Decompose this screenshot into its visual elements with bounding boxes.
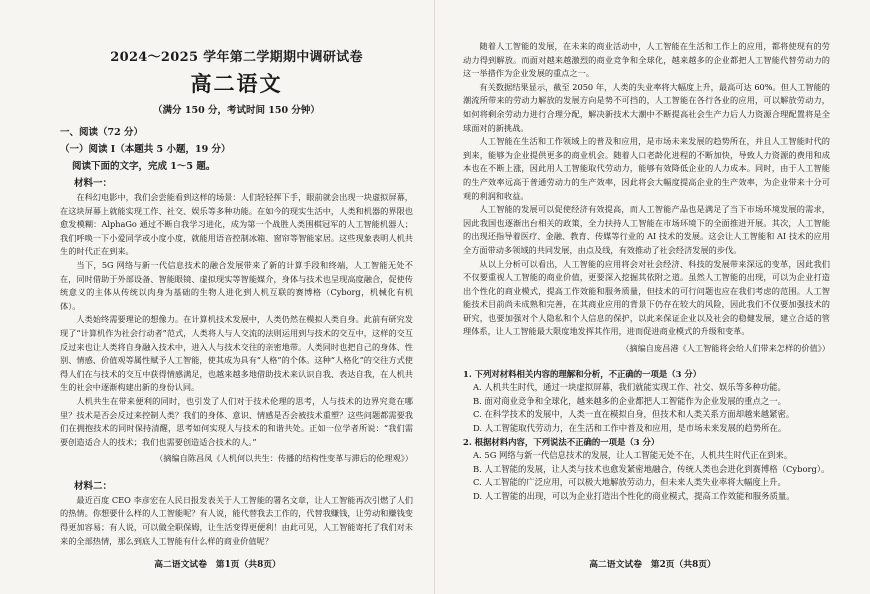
subject-title: 高二语文: [190, 71, 283, 96]
answer-option-a: A. 人机共生时代，通过一块虚拟屏幕，我们就能实现工作、社交、娱乐等多种功能。: [473, 382, 786, 393]
page-footer: 高二语文试卷 第2页（共8页）: [589, 560, 716, 570]
answer-option-d: D. 人工智能取代劳动力，在生活和工作中普及和应用，是市场未来发展的趋势所在。: [473, 423, 787, 434]
material-1-paragraph: 当下，5G 网络与新一代信息技术的融合发展带来了新的计算手段和终端，人工智能无处不在，同时借助于外部设备、智能眼镜、虚拟现实等智能媒介，身体与技术也呈现高度融合，促使传统意义的主体从传统以肉身为基础的生物人进化到人机互联的赛博格（Cyborg，机械化有机体）。: [60, 259, 413, 311]
score-info: （满分 150 分，考试时间 150 分钟）: [153, 105, 320, 116]
material-2-paragraph: 有关数据结果显示，截至 2050 年，人类的失业率将大幅度上升，最高可达 60%。但人工智能的潮流所带来的劳动力解放的发展方向是势不可挡的，人工智能在各行各业的应用，可以解放劳动力，如何将剩余劳动力进行合理分配，解决新技术大潮中不断提高社会生产力后人力资源合理配置将是全球面对的新挑战。: [463, 81, 830, 133]
answer-option-c: C. 人工智能的广泛应用，可以极大地解放劳动力，但未来人类失业率将大幅度上升。: [473, 477, 786, 488]
material-2-paragraph: 人工智能在生活和工作领域上的普及和应用，是市场未来发展的趋势所在，并且人工智能时代的到来，能够为企业提供更多的商业机会。随着人口老龄化进程的不断加快，导致人力资源的费用和成本也在不断上涨，因此用人工智能取代劳动力，能够有效降低企业的人力成本。同时，由于人工智能的生产效率远高于普通劳动力的生产效率，因此将会大幅度提高企业的生产效率，为企业带来十分可观的利润和收益。: [463, 136, 830, 201]
material-2-paragraph: 最近百度 CEO 李彦宏在人民日报发表关于人工智能的署名文章，让人工智能再次引燃了人们的热情。你想要什么样的人工智能呢？有人说，能代替我去工作的，代替我赚钱，让劳动和赚钱变得更加容易；有人说，可以做全职保姆，让生活变得更便利！由此可见，人工智能寄托了我们对未来的全部热情，那么到底人工智能有什么样的商业价值呢？: [60, 494, 413, 546]
question-1: [463, 368, 830, 436]
exam-title: 2024～2025 学年第二学期期中调研试卷: [110, 50, 363, 65]
answer-option-c: C. 在科学技术的发展中，人类一直在模拟自身，但技术和人类关系方面却越来越紧密。: [473, 409, 795, 420]
material-2-paragraph: 随着人工智能的发展，在未来的商业活动中，人工智能在生活和工作上的应用，都将使现有的劳动力得到解放。而面对越来越激烈的商业竞争和全球化，越来越多的企业都把人工智能代替劳动力的这一举措作为企业发展的重点之一。: [463, 41, 830, 79]
answer-option-b: B. 人工智能的发展，让人类与技术也愈发紧密地融合，传统人类也会进化到赛博格（Cyborg）。: [473, 463, 830, 474]
material-2-paragraph: 人工智能的发展可以促使经济有效提高，而人工智能产品也是满足了当下市场环境发展的需求，因此我国也逐渐出台相关的政策，全力扶持人工智能在市场环境下的全面推进开展。其次，人工智能的出现还指导着医疗、金融、教育、传媒等行业的 AI 技术的发展。这会让人工智能和 AI 技术的应用全方面带动多领域的共同发展，由点及线，有效推动了社会经济发展的步伐。: [463, 204, 830, 255]
material-2-source: （摘编自庞昌港《人工智能将会给人们带来怎样的价值》）: [621, 343, 830, 354]
reading-instruction: 阅读下面的文字，完成 1～5 题。: [72, 161, 216, 172]
question-2: [463, 436, 830, 504]
answer-option-d: D. 人工智能的出现，可以为企业打造出个性化的商业模式，提高工作效能和服务质量。: [473, 491, 795, 501]
question-stem: 2. 根据材料内容，下列说法不正确的一项是（3 分）: [463, 436, 660, 447]
material-1-source: （摘编自陈昌凤《人机何以共生：传播的结构性变革与滞后的伦理观》）: [155, 453, 413, 464]
exam-page-2: [435, 0, 870, 594]
material-2-label: 材料二：: [74, 480, 113, 492]
material-2-paragraph: 从以上分析可以看出，人工智能的应用将会对社会经济、科技的发展带来深远的变革，因此我们不仅要重视人工智能的商业价值，更要深入挖掘其依附之道。虽然人工智能的出现，可以为企业打造出个性化的商业模式，提高工作效能和服务质量，但技术的可行问题也应在我们考虑的范围。人工智能技术目前尚未成熟和完善，在其商业应用的背景下仍存在较大的风险，因此我们不仅要加强技术的研究，也要加强对个人隐私和个人信息的保护，以此来保证企业以及社会的稳健发展，建立合适的管理体系，让人工智能最大限度地发挥其作用，进而促进商业模式的升级和变革。: [463, 258, 830, 337]
material-1-paragraph: 在科幻电影中，我们会尝能看到这样的场景：人们轻轻挥下手，眼前就会出现一块虚拟屏幕，在这块屏幕上就能实现工作、社交、娱乐等多种功能。在如今的现实生活中，人类和机器的界限也愈发模糊：AlphaGo 通过不断自我学习进化，成为第一个战胜人类围棋冠军的人工智能机器人；我们呼唤一下小爱同学或小度小度，就能用语音控制冰箱、窗帘等智能家居。这些现象表明人机共生的时代正在到来。: [60, 192, 413, 257]
material-1-label: 材料一：: [74, 178, 113, 189]
answer-option-a: A. 5G 网络与新一代信息技术的发展，让人工智能无处不在，人机共生时代正在到来。: [473, 450, 793, 461]
answer-option-b: B. 面对商业竞争和全球化，越来越多的企业都把人工智能作为企业发展的重点之一。: [473, 395, 786, 406]
section-heading: 一、阅读（72 分）: [60, 127, 144, 138]
material-1-paragraph: 人类始终需要理论的想像力。在计算机技术发展中，人类仍然在模拟人类自身。此前有研究发现了“计算机作为社会行动者”范式，人类将人与人交流的法则运用到与技术的交互中，这样的交互反过来也让人类将自身融入技术中，进入人与技术交往的亲密地带。人类同时也把自己的身体、性别、情感、价值观等属性赋予人工智能，使其成为具有“人格”的个体。这种“人格化”的交往方式使得人们在与技术的交互中获得情感满足，也越来越多地借助技术来认识自我、表达自我，在人机共生的社会中逐渐构建出新的身份认同。: [60, 314, 413, 393]
question-stem: 1. 下列对材料相关内容的理解和分析，不正确的一项是（3 分）: [463, 368, 702, 379]
subsection-heading: （一）阅读 I（本题共 5 小题，19 分）: [60, 144, 231, 155]
material-1-paragraph: 人机共生在带来便利的同时，也引发了人们对于技术伦理的思考，人与技术的边界究竟在哪里？技术是否会反过来控制人类？我们的身体、意识、情感是否会被技术重塑？这些问题都需要我们在拥抱技术的同时保持清醒，思考如何实现人与技术的和谐共处。正如一位学者所说：“我们需要创造适合人的技术；我们也需要创造适合技术的人。”: [60, 395, 413, 447]
page-footer: 高二语文试卷 第1页（共8页）: [154, 560, 281, 570]
